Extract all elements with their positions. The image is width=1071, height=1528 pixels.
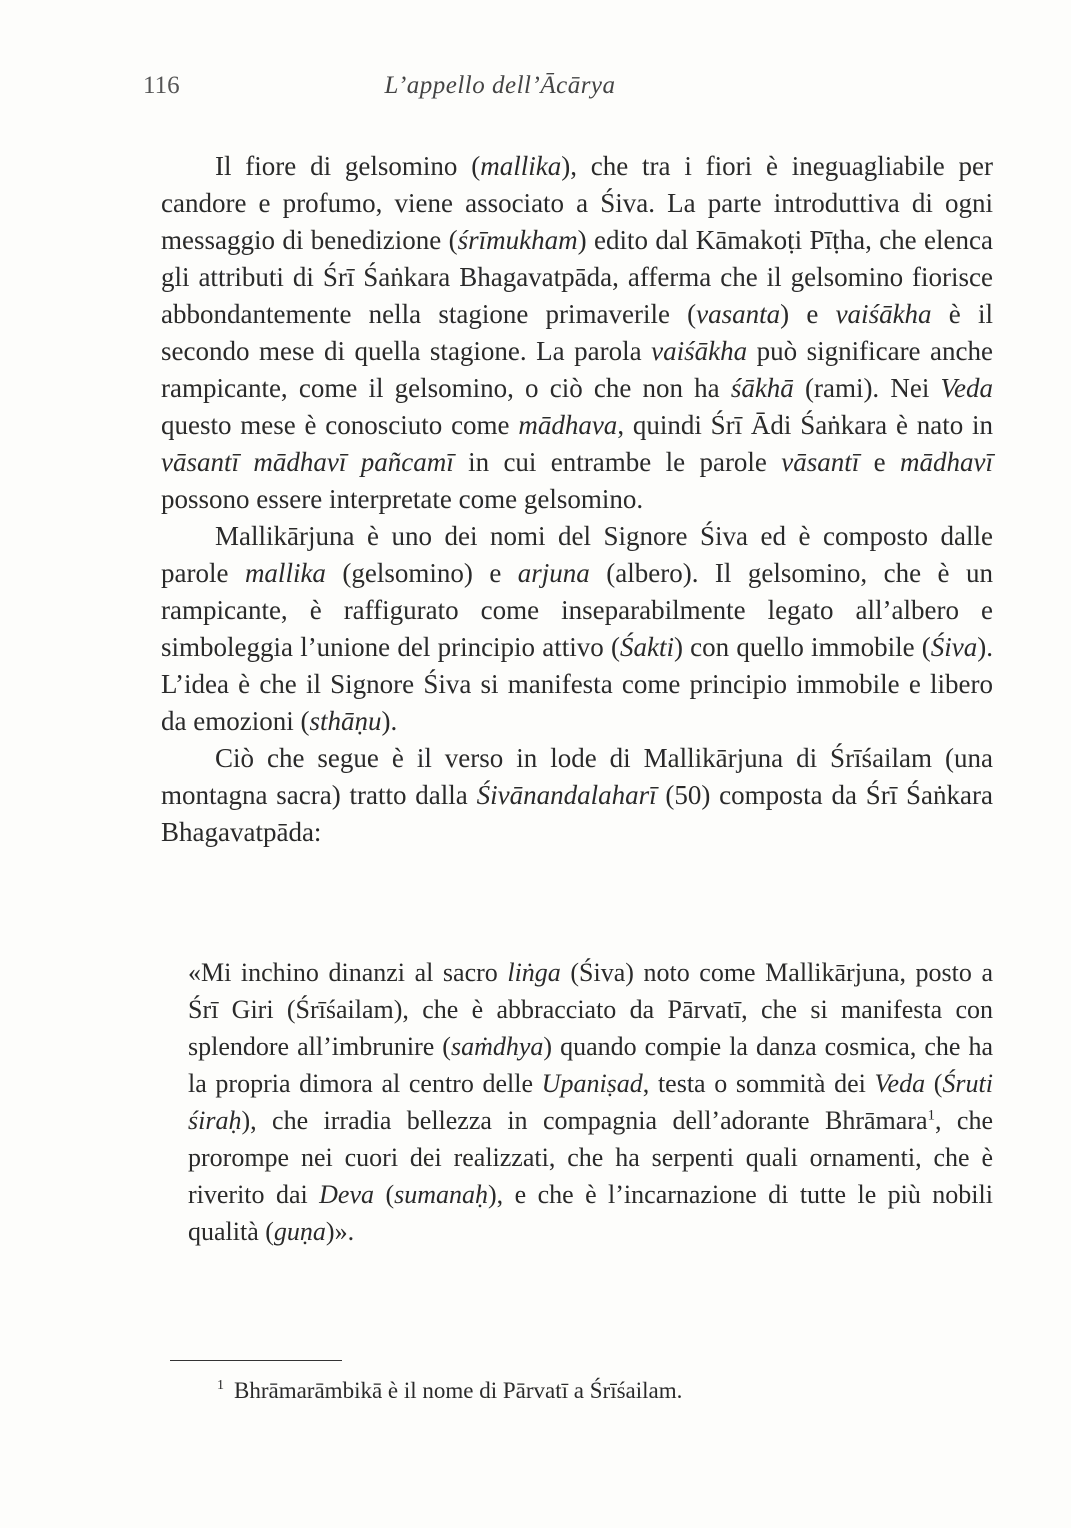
page-header [0,70,1071,106]
paragraph-1: Il fiore di gelsomino (mallika), che tra i fiori è ineguagliabile per candore e profumo, viene associato a Śiva. La parte introduttiva di ogni messaggio di benedizione (śrīmukham) edito dal Kāmakoṭi Pīṭha, che elenca gli attributi di Śrī Śaṅkara Bhagavatpāda, afferma che il gelsomino fiorisce abbondantemente nella stagione primaverile (vasanta) e vaiśākha è il secondo mese di quella stagione. La parola vaiśākha può significare anche rampicante, come il gelsomino, o ciò che non ha śākhā (rami). Nei Veda questo mese è conosciuto come mādhava, quindi Śrī Ādi Śaṅkara è nato in vāsantī mādhavī pañcamī in cui entrambe le parole vāsantī e mādhavī possono essere interpretate come gelsomino. [161,151,994,514]
block-quote [188,954,993,1250]
footnote-ref[interactable]: 1 [927,1107,935,1124]
footnote [217,1376,977,1406]
page-number: 116 [143,72,180,99]
footnote-marker: 1 [217,1378,224,1394]
paragraph-2: Mallikārjuna è uno dei nomi del Signore Śiva ed è composto dalle parole mallika (gelsomino) e arjuna (albero). Il gelsomino, che è un rampicante, è raffigurato come inseparabilmente legato all’albero e simboleggia l’unione del principio attivo (Śakti) con quello immobile (Śiva). L’idea è che il Signore Śiva si manifesta come principio immobile e libero da emozioni (sthāṇu). [161,521,994,736]
footnote-divider [170,1360,342,1361]
body-text [161,148,993,851]
footnote-text: Bhrāmarāmbikā è il nome di Pārvatī a Śrīśailam. [234,1378,683,1403]
paragraph-3: Ciò che segue è il verso in lode di Mallikārjuna di Śrīśailam (una montagna sacra) tratto dalla Śivānandalaharī (50) composta da Śrī Śaṅkara Bhagavatpāda: [161,743,993,847]
quote-paragraph: «Mi inchino dinanzi al sacro liṅga (Śiva) noto come Mallikārjuna, posto a Śrī Giri (Śrīśailam), che è abbracciato da Pārvatī, che si manifesta con splendore all’imbrunire (saṁdhya) quando compie la danza cosmica, che ha la propria dimora al centro delle Upaniṣad, testa o sommità dei Veda (Śruti śiraḥ), che irradia bellezza in compagnia dell’adorante Bhrāmara$^1$, che prorompe nei cuori dei realizzati, che ha serpenti quali ornamenti, che è riverito dai Deva (sumanaḥ), e che è l’incarnazione di tutte le più nobili qualità (guṇa)». [188,958,993,1246]
running-title: L’appello dell’Ācārya [384,72,616,99]
